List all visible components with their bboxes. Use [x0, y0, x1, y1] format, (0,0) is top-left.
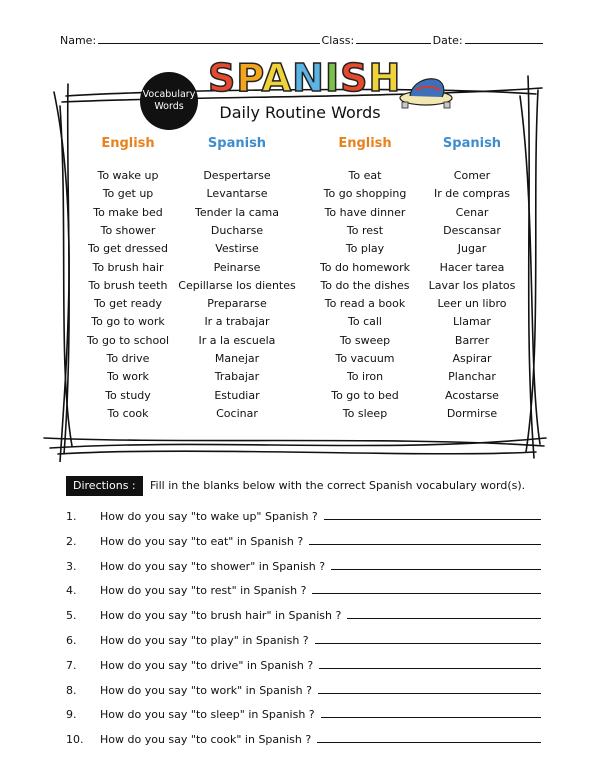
vocab-cell: Cepillarse los dientes	[178, 278, 296, 292]
vocab-cell: To study	[105, 388, 151, 402]
vocab-cell: Leer un libro	[437, 297, 507, 311]
vocab-cell: To rest	[346, 223, 384, 237]
vocab-cell: Aspirar	[452, 352, 492, 365]
question-text: How do you say "to brush hair" in Spanish ?	[100, 609, 342, 623]
question-text: How do you say "to drive" in Spanish ?	[100, 658, 314, 672]
question-number: 8.	[66, 683, 77, 697]
vocab-cell: To have dinner	[324, 205, 406, 219]
title-letter: P	[236, 56, 262, 100]
vocab-cell: To play	[345, 242, 385, 256]
answer-blank[interactable]	[347, 609, 541, 619]
vocab-cell: To get up	[102, 187, 154, 201]
page-subtitle: Daily Routine Words	[219, 103, 381, 122]
question-number: 6.	[66, 634, 77, 647]
question-text: How do you say "to play" in Spanish ?	[100, 634, 309, 647]
vocab-cell: To read a book	[324, 297, 406, 311]
question-text: How do you say "to shower" in Spanish ?	[100, 559, 326, 573]
vocab-cell: To go to bed	[331, 388, 399, 402]
vocab-cell: Cocinar	[216, 406, 258, 420]
name-label: Name:	[60, 34, 97, 47]
vocab-cell: Cenar	[455, 205, 489, 219]
title-letter: A	[261, 56, 293, 100]
vocab-cell: Acostarse	[445, 388, 499, 402]
vocab-cell: To sleep	[342, 406, 388, 420]
column-header-spanish: Spanish	[442, 136, 502, 151]
vocab-cell: To make bed	[93, 205, 163, 219]
name-field[interactable]	[98, 33, 319, 44]
vocab-cell: Manejar	[214, 352, 260, 365]
question-text: How do you say "to rest" in Spanish ?	[100, 584, 307, 598]
question-row	[66, 708, 541, 721]
vocab-cell: Jugar	[457, 242, 487, 256]
question-text: How do you say "to work" in Spanish ?	[100, 683, 312, 697]
answer-blank[interactable]	[319, 659, 541, 669]
question-row	[66, 609, 541, 622]
vocab-cell: To vacuum	[335, 352, 395, 365]
title-letter: N	[292, 56, 325, 100]
vocab-cell: Llamar	[453, 315, 491, 329]
question-row	[66, 634, 541, 647]
question-row	[66, 659, 541, 672]
question-text: How do you say "to sleep" in Spanish ?	[100, 708, 315, 722]
vocab-cell: To wake up	[97, 169, 159, 182]
question-number: 9.	[66, 708, 77, 722]
page-title	[208, 56, 402, 100]
question-row	[66, 584, 541, 597]
vocab-cell: Lavar los platos	[428, 278, 516, 292]
vocab-cell: To cook	[107, 406, 149, 420]
badge-line-1: Vocabulary	[142, 89, 196, 100]
question-row	[66, 733, 541, 746]
question-number: 4.	[66, 584, 77, 598]
question-row	[66, 535, 541, 548]
answer-blank[interactable]	[317, 733, 541, 743]
class-label: Class:	[321, 34, 355, 47]
question-text: How do you say "to eat" in Spanish ?	[100, 534, 304, 548]
title-letter: I	[324, 56, 341, 100]
question-number: 10.	[66, 733, 84, 747]
date-label: Date:	[432, 34, 463, 47]
title-letter: H	[368, 56, 402, 100]
vocab-cell: Vestirse	[215, 242, 259, 256]
sombrero-illustration-icon	[398, 68, 460, 110]
answer-blank[interactable]	[315, 634, 541, 644]
question-row	[66, 510, 541, 523]
vocab-cell: To get dressed	[88, 242, 168, 256]
vocab-cell: To call	[348, 315, 382, 329]
vocab-cell: Peinarse	[213, 260, 261, 274]
vocab-cell: Estudiar	[214, 388, 260, 402]
vocab-cell: To do the dishes	[320, 278, 410, 292]
question-text: How do you say "to cook" in Spanish ?	[100, 733, 312, 747]
vocab-cell: Comer	[453, 169, 491, 182]
answer-blank[interactable]	[321, 708, 541, 718]
vocab-cell: Ducharse	[210, 223, 264, 237]
vocab-cell: To do homework	[319, 260, 411, 274]
vocabulary-badge	[140, 72, 198, 130]
title-letter: S	[208, 56, 237, 100]
vocab-cell: Barrer	[454, 333, 490, 347]
answer-blank[interactable]	[324, 510, 541, 520]
vocab-cell: To brush hair	[92, 260, 164, 274]
vocab-cell: To brush teeth	[88, 278, 168, 292]
vocab-cell: To work	[107, 370, 149, 384]
vocab-cell: Ir a la escuela	[198, 333, 276, 347]
vocab-cell: To drive	[106, 352, 150, 365]
question-number: 7.	[66, 658, 77, 672]
column-header-english: English	[338, 136, 392, 151]
class-field[interactable]	[356, 33, 430, 44]
answer-blank[interactable]	[318, 684, 541, 694]
badge-line-2: Words	[154, 101, 184, 112]
question-row	[66, 684, 541, 697]
question-number: 3.	[66, 559, 77, 573]
vocab-cell: Levantarse	[206, 187, 268, 201]
vocab-cell: Trabajar	[214, 370, 260, 384]
vocab-cell: To go to school	[86, 333, 170, 347]
vocab-cell: To iron	[346, 370, 384, 384]
vocab-cell: To go shopping	[323, 187, 407, 201]
question-number: 5.	[66, 609, 77, 623]
vocab-cell: To eat	[348, 169, 382, 182]
question-number: 1.	[66, 510, 77, 523]
vocab-cell: Despertarse	[203, 169, 271, 182]
vocab-cell: Descansar	[443, 223, 501, 237]
answer-blank[interactable]	[331, 560, 541, 570]
vocab-cell: Ir a trabajar	[204, 315, 270, 329]
vocab-cell: Ir de compras	[434, 187, 510, 201]
question-row	[66, 560, 541, 573]
answer-blank[interactable]	[312, 584, 541, 594]
vocab-cell: To shower	[100, 223, 156, 237]
vocab-cell: To get ready	[94, 297, 162, 311]
vocab-cell: Dormirse	[446, 406, 498, 420]
date-field[interactable]	[465, 33, 543, 44]
column-header-spanish: Spanish	[207, 136, 267, 151]
question-text: How do you say "to wake up" Spanish ?	[100, 510, 318, 523]
vocab-cell: Prepararse	[207, 297, 267, 311]
title-letter: S	[340, 56, 369, 100]
vocab-cell: Planchar	[448, 370, 496, 384]
vocab-cell: To sweep	[339, 333, 391, 347]
answer-blank[interactable]	[309, 535, 541, 545]
vocab-cell: To go to work	[91, 315, 165, 329]
question-number: 2.	[66, 534, 77, 548]
vocab-cell: Tender la cama	[195, 205, 279, 219]
vocab-cell: Hacer tarea	[439, 260, 505, 274]
directions-label: Directions :	[66, 476, 143, 496]
worksheet-header	[60, 33, 545, 47]
column-header-english: English	[101, 136, 155, 151]
directions-text: Fill in the blanks below with the correct Spanish vocabulary word(s).	[150, 479, 526, 492]
